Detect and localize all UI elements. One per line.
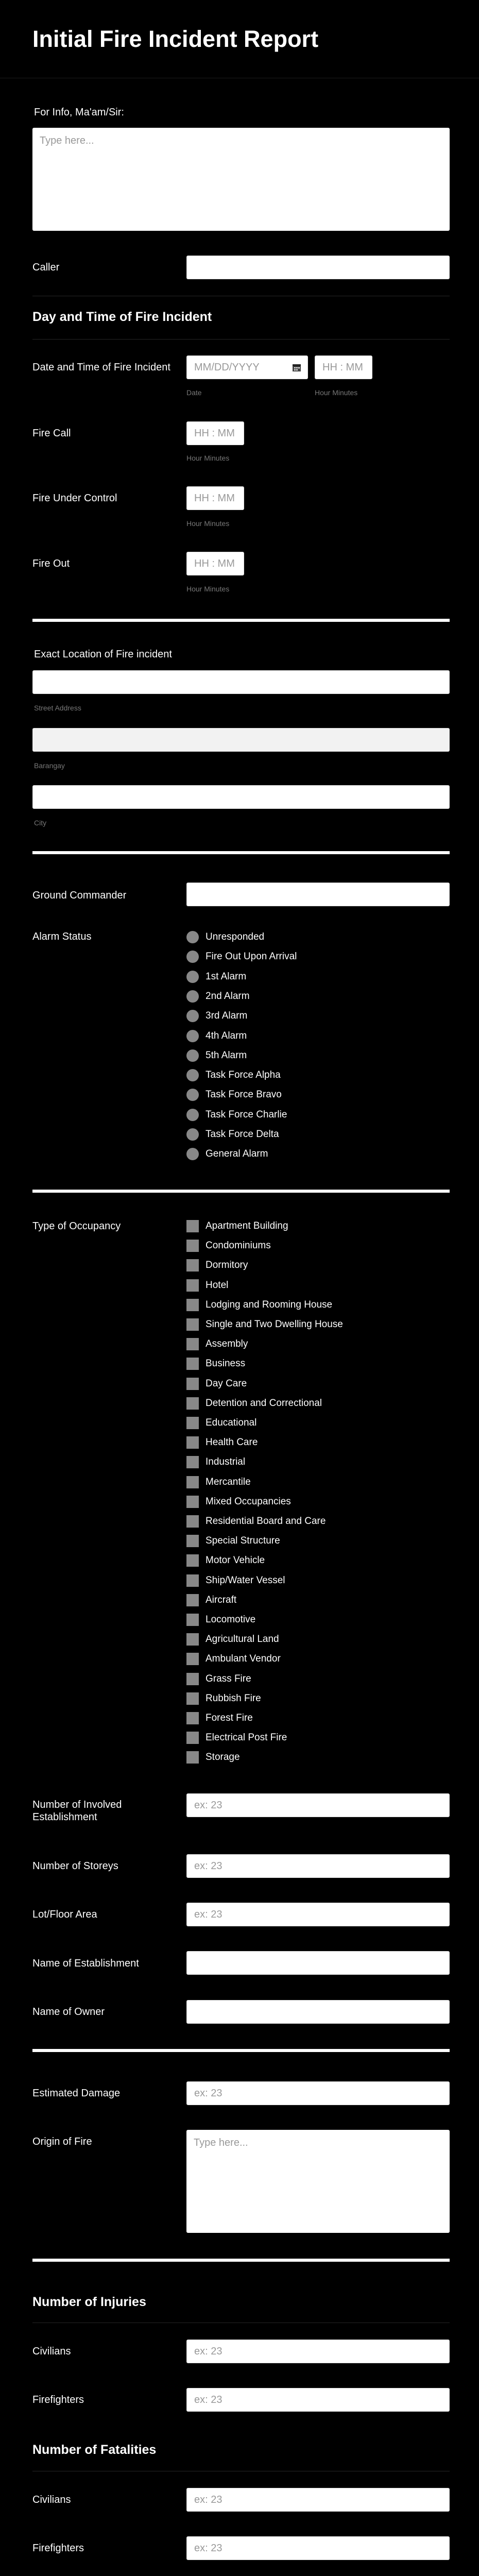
occupancy-option-label: Industrial bbox=[206, 1456, 246, 1467]
occupancy-option[interactable] bbox=[186, 1337, 248, 1351]
alarm-option-label: Fire Out Upon Arrival bbox=[206, 951, 297, 962]
alarm-option-label: 3rd Alarm bbox=[206, 1010, 248, 1021]
occupancy-option-label: Rubbish Fire bbox=[206, 1693, 261, 1704]
alarm-option[interactable] bbox=[186, 930, 264, 944]
checkbox[interactable] bbox=[186, 1515, 199, 1528]
fatalities-civilians-input[interactable]: ex: 23 bbox=[186, 2488, 450, 2512]
fire-call-label: Fire Call bbox=[32, 428, 71, 439]
alarm-option-label: 5th Alarm bbox=[206, 1050, 247, 1061]
occupancy-option[interactable] bbox=[186, 1377, 247, 1391]
fire-out-time-input[interactable]: HH : MM bbox=[186, 552, 244, 575]
estimated-damage-input[interactable]: ex: 23 bbox=[186, 2081, 450, 2105]
occupancy-option-label: Aircraft bbox=[206, 1595, 237, 1605]
checkbox[interactable] bbox=[186, 1692, 199, 1705]
estimated-damage-label: Estimated Damage bbox=[32, 2088, 121, 2099]
occupancy-option-label: Business bbox=[206, 1358, 246, 1369]
fire-call-sublabel: Hour Minutes bbox=[186, 454, 230, 462]
radio-button[interactable] bbox=[186, 971, 199, 983]
alarm-option[interactable] bbox=[186, 970, 246, 984]
barangay-input[interactable] bbox=[32, 728, 450, 752]
occupancy-option[interactable] bbox=[186, 1357, 245, 1370]
checkbox[interactable] bbox=[186, 1279, 199, 1292]
fire-under-control-sublabel: Hour Minutes bbox=[186, 519, 230, 528]
area-label: Lot/Floor Area bbox=[32, 1909, 97, 1920]
fatalities-firefighters-input[interactable]: ex: 23 bbox=[186, 2536, 450, 2560]
occupancy-option[interactable] bbox=[186, 1259, 248, 1272]
caller-input[interactable] bbox=[186, 256, 450, 279]
form-title: Initial Fire Incident Report bbox=[32, 26, 319, 52]
alarm-option[interactable] bbox=[186, 1128, 279, 1141]
occupancy-option-label: Motor Vehicle bbox=[206, 1555, 265, 1566]
fire-out-sublabel: Hour Minutes bbox=[186, 585, 230, 593]
occupancy-option[interactable] bbox=[186, 1436, 258, 1449]
alarm-option[interactable] bbox=[186, 1069, 281, 1082]
alarm-option[interactable] bbox=[186, 1029, 247, 1043]
occupancy-option[interactable] bbox=[186, 1219, 288, 1233]
checkbox[interactable] bbox=[186, 1751, 199, 1764]
occupancy-option-label: Ambulant Vendor bbox=[206, 1653, 281, 1664]
radio-button[interactable] bbox=[186, 1069, 199, 1081]
occupancy-option[interactable] bbox=[186, 1574, 285, 1587]
fatalities-firefighters-label: Firefighters bbox=[32, 2543, 84, 2554]
checkbox[interactable] bbox=[186, 1240, 199, 1252]
occupancy-option[interactable] bbox=[186, 1279, 228, 1292]
checkbox[interactable] bbox=[186, 1633, 199, 1646]
thick-divider bbox=[32, 2049, 450, 2052]
occupancy-option-label: Locomotive bbox=[206, 1614, 256, 1625]
ground-commander-label: Ground Commander bbox=[32, 890, 127, 901]
checkbox[interactable] bbox=[186, 1535, 199, 1547]
radio-button[interactable] bbox=[186, 1109, 199, 1121]
occupancy-option-label: Grass Fire bbox=[206, 1673, 251, 1684]
alarm-option-label: Unresponded bbox=[206, 931, 265, 942]
occupancy-option[interactable] bbox=[186, 1554, 265, 1567]
city-sublabel: City bbox=[34, 819, 47, 827]
caller-label: Caller bbox=[32, 262, 60, 273]
alarm-option-label: 4th Alarm bbox=[206, 1030, 247, 1041]
radio-button[interactable] bbox=[186, 1128, 199, 1141]
fatalities-title: Number of Fatalities bbox=[32, 2443, 157, 2457]
checkbox[interactable] bbox=[186, 1436, 199, 1449]
thick-divider bbox=[32, 619, 450, 622]
checkbox[interactable] bbox=[186, 1496, 199, 1508]
occupancy-option-label: Electrical Post Fire bbox=[206, 1732, 287, 1743]
injuries-civilians-label: Civilians bbox=[32, 2346, 71, 2357]
occupancy-option[interactable] bbox=[186, 1495, 291, 1509]
injuries-title: Number of Injuries bbox=[32, 2295, 146, 2309]
checkbox[interactable] bbox=[186, 1378, 199, 1390]
occupancy-option[interactable] bbox=[186, 1515, 326, 1528]
checkbox[interactable] bbox=[186, 1220, 199, 1232]
establishment-label: Name of Establishment bbox=[32, 1958, 139, 1969]
establishment-input[interactable] bbox=[186, 1951, 450, 1975]
occupancy-option[interactable] bbox=[186, 1672, 251, 1686]
street-input[interactable] bbox=[32, 670, 450, 694]
occupancy-option-label: Health Care bbox=[206, 1437, 258, 1448]
date-time-label: Date and Time of Fire Incident bbox=[32, 362, 170, 373]
fire-call-time-input[interactable]: HH : MM bbox=[186, 421, 244, 445]
occupancy-option[interactable] bbox=[186, 1534, 280, 1548]
alarm-option-label: Task Force Delta bbox=[206, 1129, 279, 1140]
injuries-civilians-input[interactable]: ex: 23 bbox=[186, 2340, 450, 2363]
occupancy-option-label: Special Structure bbox=[206, 1535, 280, 1546]
day-time-title: Day and Time of Fire Incident bbox=[32, 310, 212, 324]
injuries-firefighters-label: Firefighters bbox=[32, 2394, 84, 2405]
occupancy-option-label: Day Care bbox=[206, 1378, 247, 1389]
occupancy-option[interactable] bbox=[186, 1455, 245, 1469]
form-header bbox=[0, 0, 479, 78]
occupancy-option-label: Forest Fire bbox=[206, 1713, 253, 1723]
occupancy-option-label: Mixed Occupancies bbox=[206, 1496, 291, 1507]
occupancy-option-label: Condominiums bbox=[206, 1240, 271, 1251]
location-title: Exact Location of Fire incident bbox=[34, 649, 172, 660]
city-input[interactable] bbox=[32, 785, 450, 809]
occupancy-option-label: Residential Board and Care bbox=[206, 1516, 326, 1527]
checkbox[interactable] bbox=[186, 1397, 199, 1410]
occupancy-option-label: Educational bbox=[206, 1417, 257, 1428]
time-sublabel: Hour Minutes bbox=[315, 388, 358, 397]
checkbox[interactable] bbox=[186, 1338, 199, 1350]
time-input[interactable]: HH : MM bbox=[315, 355, 372, 379]
storeys-label: Number of Storeys bbox=[32, 1860, 118, 1872]
info-label: For Info, Ma'am/Sir: bbox=[34, 107, 124, 118]
radio-button[interactable] bbox=[186, 1148, 199, 1160]
occupancy-option[interactable] bbox=[186, 1711, 253, 1725]
origin-textarea[interactable]: Type here... bbox=[186, 2130, 450, 2233]
owner-label: Name of Owner bbox=[32, 2006, 105, 2018]
checkbox[interactable] bbox=[186, 1732, 199, 1744]
occupancy-option[interactable] bbox=[186, 1397, 322, 1410]
ground-commander-input[interactable] bbox=[186, 883, 450, 906]
thick-divider bbox=[32, 851, 450, 854]
alarm-option[interactable] bbox=[186, 1108, 287, 1122]
radio-button[interactable] bbox=[186, 1049, 199, 1062]
alarm-option[interactable] bbox=[186, 1009, 247, 1023]
occupancy-option[interactable] bbox=[186, 1692, 261, 1705]
checkbox[interactable] bbox=[186, 1318, 199, 1331]
radio-button[interactable] bbox=[186, 1089, 199, 1101]
alarm-option[interactable] bbox=[186, 990, 250, 1003]
info-textarea[interactable]: Type here... bbox=[32, 128, 450, 231]
checkbox[interactable] bbox=[186, 1417, 199, 1429]
occupancy-option[interactable] bbox=[186, 1633, 279, 1646]
occupancy-option[interactable] bbox=[186, 1652, 281, 1666]
occupancy-option-label: Lodging and Rooming House bbox=[206, 1299, 333, 1310]
occupancy-option[interactable] bbox=[186, 1318, 343, 1331]
fire-under-control-label: Fire Under Control bbox=[32, 493, 117, 504]
radio-button[interactable] bbox=[186, 951, 199, 963]
involved-label: Number of Involved Establishment bbox=[32, 1799, 122, 1823]
radio-button[interactable] bbox=[186, 1030, 199, 1042]
occupancy-option[interactable] bbox=[186, 1476, 251, 1489]
occupancy-option[interactable] bbox=[186, 1751, 240, 1764]
occupancy-option-label: Mercantile bbox=[206, 1477, 251, 1487]
checkbox[interactable] bbox=[186, 1653, 199, 1665]
barangay-sublabel: Barangay bbox=[34, 761, 65, 770]
occupancy-option-label: Single and Two Dwelling House bbox=[206, 1319, 343, 1330]
alarm-option-label: Task Force Alpha bbox=[206, 1070, 281, 1080]
area-input[interactable]: ex: 23 bbox=[186, 1903, 450, 1926]
occupancy-option[interactable] bbox=[186, 1239, 271, 1252]
thick-divider bbox=[32, 1190, 450, 1193]
checkbox[interactable] bbox=[186, 1594, 199, 1606]
storeys-input[interactable]: ex: 23 bbox=[186, 1854, 450, 1878]
occupancy-option-label: Ship/Water Vessel bbox=[206, 1575, 285, 1586]
fatalities-civilians-label: Civilians bbox=[32, 2494, 71, 2505]
alarm-option-label: Task Force Charlie bbox=[206, 1109, 287, 1120]
radio-button[interactable] bbox=[186, 1010, 199, 1022]
checkbox[interactable] bbox=[186, 1259, 199, 1272]
involved-input[interactable]: ex: 23 bbox=[186, 1793, 450, 1817]
occupancy-label: Type of Occupancy bbox=[32, 1221, 121, 1232]
checkbox[interactable] bbox=[186, 1574, 199, 1587]
occupancy-option[interactable] bbox=[186, 1613, 255, 1626]
occupancy-option[interactable] bbox=[186, 1298, 332, 1312]
injuries-firefighters-input[interactable]: ex: 23 bbox=[186, 2388, 450, 2412]
fire-under-control-time-input[interactable]: HH : MM bbox=[186, 486, 244, 510]
checkbox[interactable] bbox=[186, 1456, 199, 1468]
occupancy-option-label: Agricultural Land bbox=[206, 1634, 279, 1645]
occupancy-option[interactable] bbox=[186, 1594, 236, 1607]
alarm-option-label: 1st Alarm bbox=[206, 971, 247, 982]
alarm-option[interactable] bbox=[186, 950, 297, 963]
occupancy-option[interactable] bbox=[186, 1731, 287, 1744]
fire-out-label: Fire Out bbox=[32, 558, 70, 569]
thick-divider bbox=[32, 2259, 450, 2262]
date-placeholder: MM/DD/YYYY bbox=[194, 361, 260, 373]
calendar-icon[interactable] bbox=[292, 363, 301, 372]
occupancy-option-label: Dormitory bbox=[206, 1260, 248, 1270]
checkbox[interactable] bbox=[186, 1614, 199, 1626]
checkbox[interactable] bbox=[186, 1299, 199, 1311]
occupancy-option[interactable] bbox=[186, 1416, 256, 1430]
owner-input[interactable] bbox=[186, 2000, 450, 2024]
checkbox[interactable] bbox=[186, 1673, 199, 1685]
occupancy-option-label: Storage bbox=[206, 1752, 240, 1762]
alarm-option[interactable] bbox=[186, 1147, 268, 1161]
occupancy-option-label: Assembly bbox=[206, 1338, 248, 1349]
alarm-status-label: Alarm Status bbox=[32, 931, 92, 942]
checkbox[interactable] bbox=[186, 1358, 199, 1370]
origin-label: Origin of Fire bbox=[32, 2136, 92, 2147]
radio-button[interactable] bbox=[186, 990, 199, 1003]
alarm-option[interactable] bbox=[186, 1088, 282, 1101]
date-input[interactable] bbox=[186, 355, 308, 379]
radio-button[interactable] bbox=[186, 931, 199, 943]
alarm-option[interactable] bbox=[186, 1049, 247, 1062]
alarm-option-label: Task Force Bravo bbox=[206, 1089, 282, 1100]
alarm-option-label: General Alarm bbox=[206, 1148, 268, 1159]
occupancy-option-label: Detention and Correctional bbox=[206, 1398, 322, 1409]
date-sublabel: Date bbox=[186, 388, 202, 397]
alarm-option-label: 2nd Alarm bbox=[206, 991, 250, 1002]
occupancy-option-label: Apartment Building bbox=[206, 1221, 288, 1231]
occupancy-option-label: Hotel bbox=[206, 1280, 229, 1291]
checkbox[interactable] bbox=[186, 1554, 199, 1567]
street-sublabel: Street Address bbox=[34, 704, 81, 712]
checkbox[interactable] bbox=[186, 1712, 199, 1724]
checkbox[interactable] bbox=[186, 1476, 199, 1488]
section-divider bbox=[32, 339, 450, 340]
